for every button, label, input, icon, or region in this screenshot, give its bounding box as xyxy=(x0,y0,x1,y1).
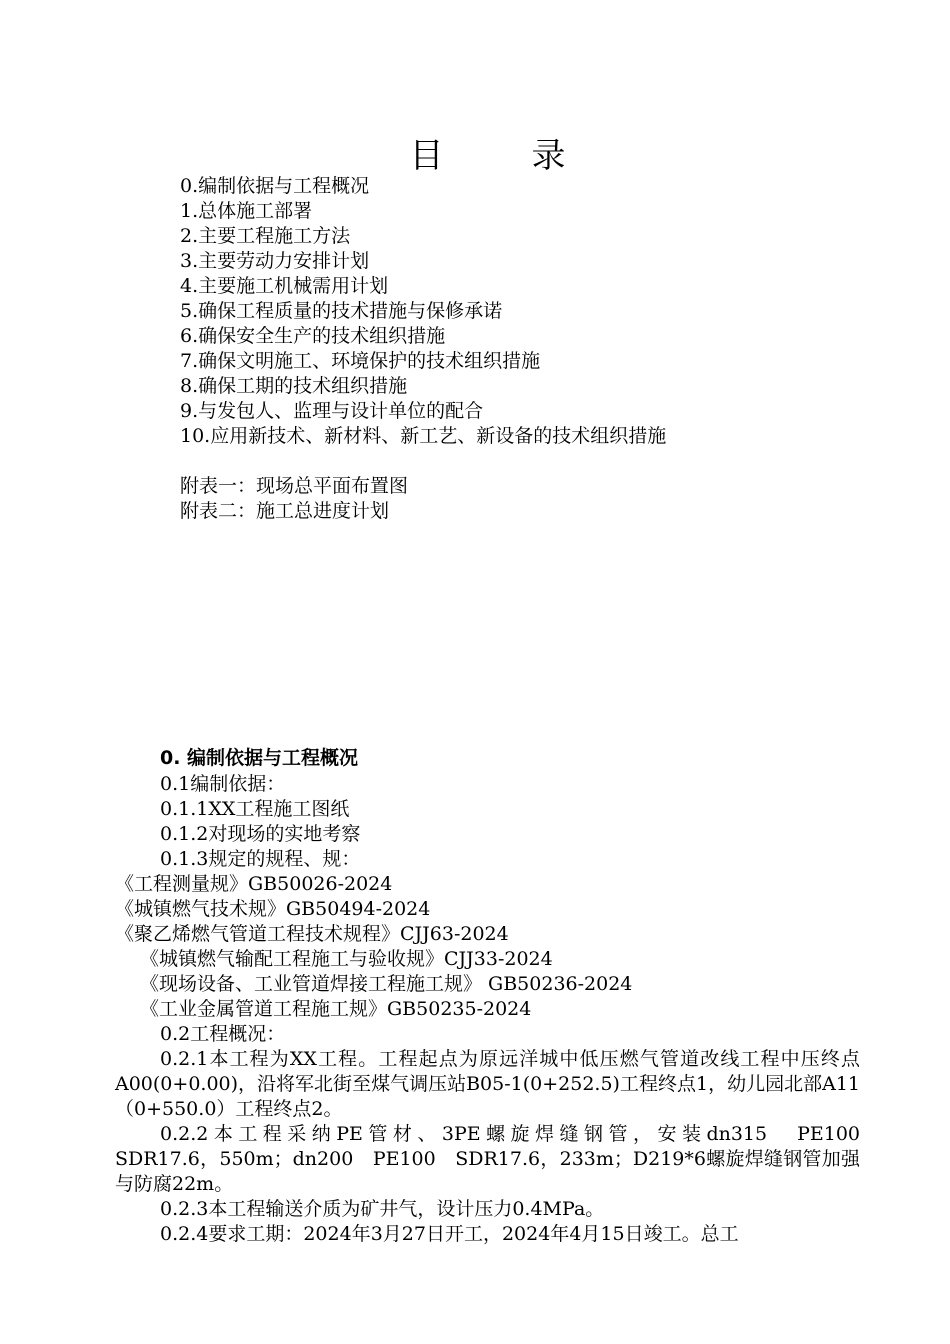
standard-item: 《现场设备、工业管道焊接工程施工规》 GB50236-2024 xyxy=(140,973,633,995)
toc-item[interactable]: 2.主要工程施工方法 xyxy=(180,225,351,247)
basis-item: 0.1.1XX工程施工图纸 xyxy=(160,798,350,820)
toc-item[interactable]: 6.确保安全生产的技术组织措施 xyxy=(180,325,446,347)
standard-item: 《工程测量规》GB50026-2024 xyxy=(115,873,393,895)
toc-item[interactable]: 8.确保工期的技术组织措施 xyxy=(180,375,408,397)
toc-title xyxy=(0,128,950,177)
section-body xyxy=(0,772,950,1247)
toc-item[interactable]: 0.编制依据与工程概况 xyxy=(180,175,370,197)
toc-item[interactable]: 1.总体施工部署 xyxy=(180,200,313,222)
toc-title-right: 录 xyxy=(531,136,566,176)
basis-item: 0.1.3规定的规程、规： xyxy=(160,848,361,870)
toc-item[interactable]: 3.主要劳动力安排计划 xyxy=(180,250,370,272)
overview-paragraph: 0.2.4要求工期：2024年3月27日开工，2024年4月15日竣工。总工 xyxy=(160,1223,739,1245)
basis-title: 0.1编制依据： xyxy=(160,773,286,795)
overview-paragraph: 0.2.1本工程为XX工程。工程起点为原远洋城中低压燃气管道改线工程中压终点A00(0+0.00)，沿将军北街至煤气调压站B05-1(0+252.5)工程终点1，幼儿园北部A11（0+550.0）工程终点2。 xyxy=(115,1048,860,1120)
overview-title: 0.2工程概况： xyxy=(160,1023,286,1045)
overview-paragraph: 0.2.3本工程输送介质为矿井气，设计压力0.4MPa。 xyxy=(160,1198,605,1220)
basis-item: 0.1.2对现场的实地考察 xyxy=(160,823,361,845)
table-of-contents xyxy=(180,174,666,524)
toc-item[interactable]: 5.确保工程质量的技术措施与保修承诺 xyxy=(180,300,503,322)
toc-item[interactable]: 9.与发包人、监理与设计单位的配合 xyxy=(180,400,484,422)
toc-appendix-item[interactable]: 附表二：施工总进度计划 xyxy=(180,500,390,522)
toc-item[interactable]: 10.应用新技术、新材料、新工艺、新设备的技术组织措施 xyxy=(180,425,667,447)
toc-item[interactable]: 7.确保文明施工、环境保护的技术组织措施 xyxy=(180,350,541,372)
section-heading: 0. 编制依据与工程概况 xyxy=(160,747,359,769)
standard-item: 《工业金属管道工程施工规》GB50235-2024 xyxy=(140,998,532,1020)
toc-appendix-item[interactable]: 附表一：现场总平面布置图 xyxy=(180,475,409,497)
toc-item[interactable]: 4.主要施工机械需用计划 xyxy=(180,275,389,297)
toc-title-left: 目 xyxy=(409,136,444,176)
standard-item: 《聚乙烯燃气管道工程技术规程》CJJ63-2024 xyxy=(115,923,509,945)
standard-item: 《城镇燃气输配工程施工与验收规》CJJ33-2024 xyxy=(140,948,553,970)
overview-paragraph: 0.2.2本工程采纳PE管材、3PE螺旋焊缝钢管，安装dn315 PE100 SDR17.6，550m；dn200 PE100 SDR17.6，233m；D219*6螺旋焊缝钢管加强与防腐22m。 xyxy=(115,1123,880,1195)
standard-item: 《城镇燃气技术规》GB50494-2024 xyxy=(115,898,431,920)
